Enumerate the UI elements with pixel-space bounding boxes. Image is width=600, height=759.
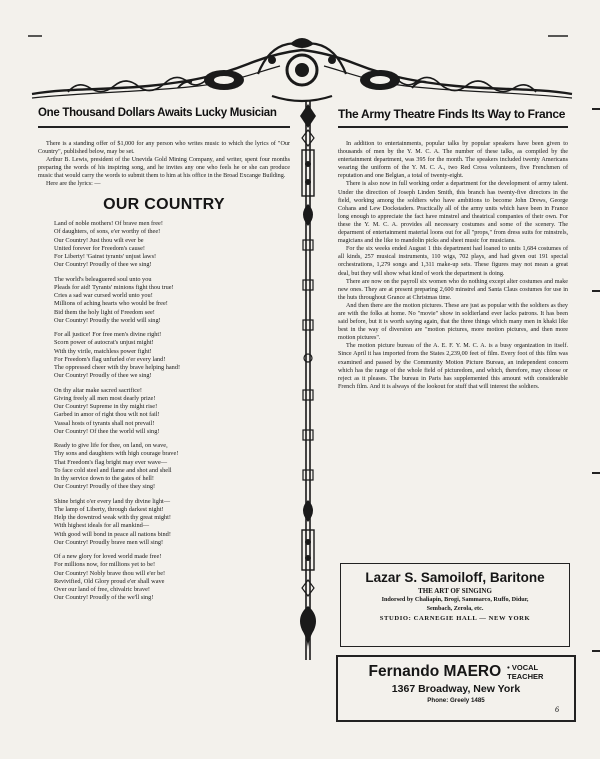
right-headline-rule: [338, 126, 568, 128]
article-paragraph-1: In addition to entertainments, popular talks by popular speakers have been given to thousands of men by the Y. M. C. A. The number of these talks, as compiled by the entertainment department, was 395 for the month. The speakers included twenty Americans wearing the uniform of the Y. M. C. A., two Red Cross volunteers, five Frenchmen of reputation and one Belgian, a total of twenty-eight.: [338, 141, 568, 180]
article-paragraph-4: There are now on the payroll six women who do nothing except alter costumes and make new ones. They are at present preparing 2,600 minstrel and Santa Claus costumes for use in the huts throughout Grance at Christmas time.: [338, 278, 568, 301]
intro-paragraph-3: Here are the lyrics: —: [46, 180, 101, 187]
poem-line: Ready to give life for thee, on land, on wave,: [54, 442, 168, 450]
intro-paragraph-1: There is a standing offer of $1,000 for any person who writes music to which the lyrics of "Our Country", published below, may be set.: [38, 140, 290, 155]
poem-line: Our Country! Proudly brave men will sing!: [54, 538, 164, 546]
poem-stanza: [54, 498, 290, 548]
samoiloff-name: Lazar S. Samoiloff, Baritone: [365, 570, 545, 585]
poem-line: Pleads for aid! Tyrants' minions fight thou true!: [54, 283, 174, 291]
maero-advertisement: [336, 655, 576, 722]
poem-line: Help the downtrod weak with thy great might!: [54, 514, 171, 522]
right-headline: The Army Theatre Finds Its Way to France: [338, 107, 566, 121]
poem-line: With good will bond in peace all nations bind!: [54, 530, 171, 538]
article-paragraph-6: The motion picture bureau of the A. E. F. Y. M. C. A. is a busy organization in itself. Since April it has imported from the States 2,239,00 feet of film. Every foot of this film was examined and passed by the Community Motion Picture Bureau, an independent concern which has the range of the whole field of picturedom, and which, therefore, may choose or reject as it pleases. The bureau in Paris has supplemented this amount with considerable French film. And it is always of the lookout for stuff that will interest the soldiers.: [338, 343, 568, 390]
poem-stanza: [54, 276, 290, 326]
poem-line: Land of noble mothers! Of brave men free!: [54, 220, 163, 228]
poem-line: Revivified, Old Glory proud e'er shall wave: [54, 577, 165, 585]
poem-stanza: [54, 331, 290, 381]
poem-line: The world's beleaguered soul unto you: [54, 275, 152, 283]
poem-line: For millions now, for millions yet to be!: [54, 561, 156, 569]
poem-line: Our Country! Supreme in thy might rise!: [54, 403, 158, 411]
poem-stanza: [54, 553, 290, 603]
poem-line: Vassal hosts of tyrants shall not prevail!: [54, 419, 155, 427]
poem-line: Our Country! Proudly of thee we sing!: [54, 372, 152, 380]
maero-phone: Phone: Greely 1485: [427, 697, 485, 704]
intro-paragraph-2: Arthur B. Lewis, president of the Unevida Gold Mining Company, and writer, spent four months preparing the words of his inspiring song, and he invites any one who feels he or she can produce music that would carry the words to submit them to him at his office in the Broad Excange Building.: [38, 156, 290, 179]
poem-line: For Freedom's flag unfurled o'er every land!: [54, 355, 166, 363]
poem-line: Garbed in amor of right thou wilt not fail!: [54, 411, 160, 419]
left-headline: One Thousand Dollars Awaits Lucky Musician: [38, 107, 277, 119]
poem-line: Our Country! Nobly brave thou will e'er be!: [54, 569, 166, 577]
maero-address: 1367 Broadway, New York: [391, 683, 521, 695]
poem-line: Giving freely all men most dearly prize!: [54, 394, 156, 402]
poem-line: Of daughters, of sons, e'er worthy of thee!: [54, 228, 161, 236]
samoiloff-studio: STUDIO: CARNEGIE HALL — NEW YORK: [379, 615, 531, 622]
poem-line: With thy virile, matchless power fight!: [54, 347, 152, 355]
poem-line: Shine bright o'er every land thy divine light—: [54, 497, 171, 505]
edge-mark: [592, 650, 600, 652]
maero-name: Fernando MAERO: [368, 663, 502, 680]
edge-mark: [592, 108, 600, 110]
poem-line: Over our land of free, chivalric brave!: [54, 586, 150, 594]
poem-line: United forever for Freedom's cause!: [54, 244, 146, 252]
poem-line: Our Country! Of thee the world will sing!: [54, 427, 160, 435]
poem-line: To face cold steel and flame and shot and shell: [54, 466, 172, 474]
right-column: [338, 108, 568, 391]
poem-line: Scorn power of autocrat's unjust might!: [54, 339, 154, 347]
poem-line: Our Country! Proudly of the we'll sing!: [54, 594, 154, 602]
article-paragraph-3: For the six weeks ended August 1 this department had loaned to units 1,684 costumes of all kinds, 257 musical instruments, 110 wigs, 702 plays, and had given out 191 special orchestrations, 1,279 songs and 1,311 make-up sets. These figures may not mean a great deal, but they will show what kind of work the department is doing.: [338, 246, 568, 277]
poem-line: Our Country! Proudly of thee we sing!: [54, 261, 152, 269]
poem-line: In thy service down to the gates of hell!: [54, 475, 155, 483]
samoiloff-advertisement: [340, 563, 570, 647]
maero-role-line-2: TEACHER: [507, 672, 544, 681]
poem-line: Millions of aching hearts who would be free!: [54, 300, 168, 308]
samoiloff-subtitle: THE ART OF SINGING: [418, 587, 492, 595]
poem-title: OUR COUNTRY: [103, 196, 225, 214]
article-paragraph-5: And then there are the motion pictures. These are just as popular with the soldiers as they are with the folks at home. No "movie" show in soldierland ever lacks patrons. It has been said before, but it is worth saying again, that the three things which many men in khaki like best in the way of diversion are "motion pictures, more motion pictures, and then more motion pictures".: [338, 302, 568, 342]
poem-line: Bid them the holy light of Freedom see!: [54, 308, 155, 316]
poem-line: Thy sons and daughters with high courage brave!: [54, 450, 179, 458]
poem-line: Of a new glory for loved world made free!: [54, 553, 162, 561]
maero-title-row: [338, 663, 574, 681]
ornamental-header: [28, 30, 576, 108]
poem-line: On thy altar make sacred sacrifice!: [54, 386, 142, 394]
poem-line: For Liberty! 'Gainst tyrants' unjust laws!: [54, 253, 157, 261]
edge-mark: [592, 472, 600, 474]
left-headline-rule: [38, 126, 290, 128]
maero-role: [507, 663, 543, 681]
poem-line: With highest ideals for all mankind—: [54, 522, 150, 530]
poem-stanza: [54, 220, 290, 270]
poem-line: Our Country! Proudly the world will sing!: [54, 316, 161, 324]
poem-line: Cries a sad war cursed world unto you!: [54, 292, 153, 300]
maero-role-line-1: • VOCAL: [507, 663, 539, 672]
column-divider-ornament: [294, 100, 322, 660]
edge-mark: [592, 290, 600, 292]
poem-line: The oppressed cheer with thy brave helping hand!: [54, 364, 181, 372]
poem-stanza: [54, 387, 290, 437]
poem-line: That Freedom's flag bright may ever wave—: [54, 458, 168, 466]
left-column: [38, 108, 290, 609]
samoiloff-endorsements-2: Sembach, Zerola, etc.: [426, 605, 484, 612]
poem-stanza: [54, 442, 290, 492]
poem-line: Our Country! Proudly of thee they sing!: [54, 483, 156, 491]
poem: [38, 220, 290, 603]
samoiloff-endorsements-1: Indorsed by Chaliapin, Brogi, Sammarco, Ruffo, Didur,: [381, 596, 529, 603]
page-corner-mark: 6: [555, 705, 559, 714]
poem-line: Our Country! Just thou wilt ever be: [54, 236, 144, 244]
article-paragraph-2: There is also now in full working order a department for the development of army talent. Under the direction of Joseph Linden Smith, this branch has twenty-five directors in the field, working among the soldiers who have ambitions to become John Drews, George Cohans and Lew Dockstaders. Practically all of the army units which have been in France long enough to appreciate the fact have minstrel and theatrical companies of their own. For these the Y. M. C. A. provides all necessary costumes and some of the scenery. The deparment of entertainment material loons out for all "props," from dress suits for minstrels, magicians and the like to mandolin picks and sheet music for musicians.: [338, 181, 568, 245]
poem-line: The lamp of Liberty, through darkest night!: [54, 505, 164, 513]
poem-line: For all justice! For free men's divine right!: [54, 331, 162, 339]
